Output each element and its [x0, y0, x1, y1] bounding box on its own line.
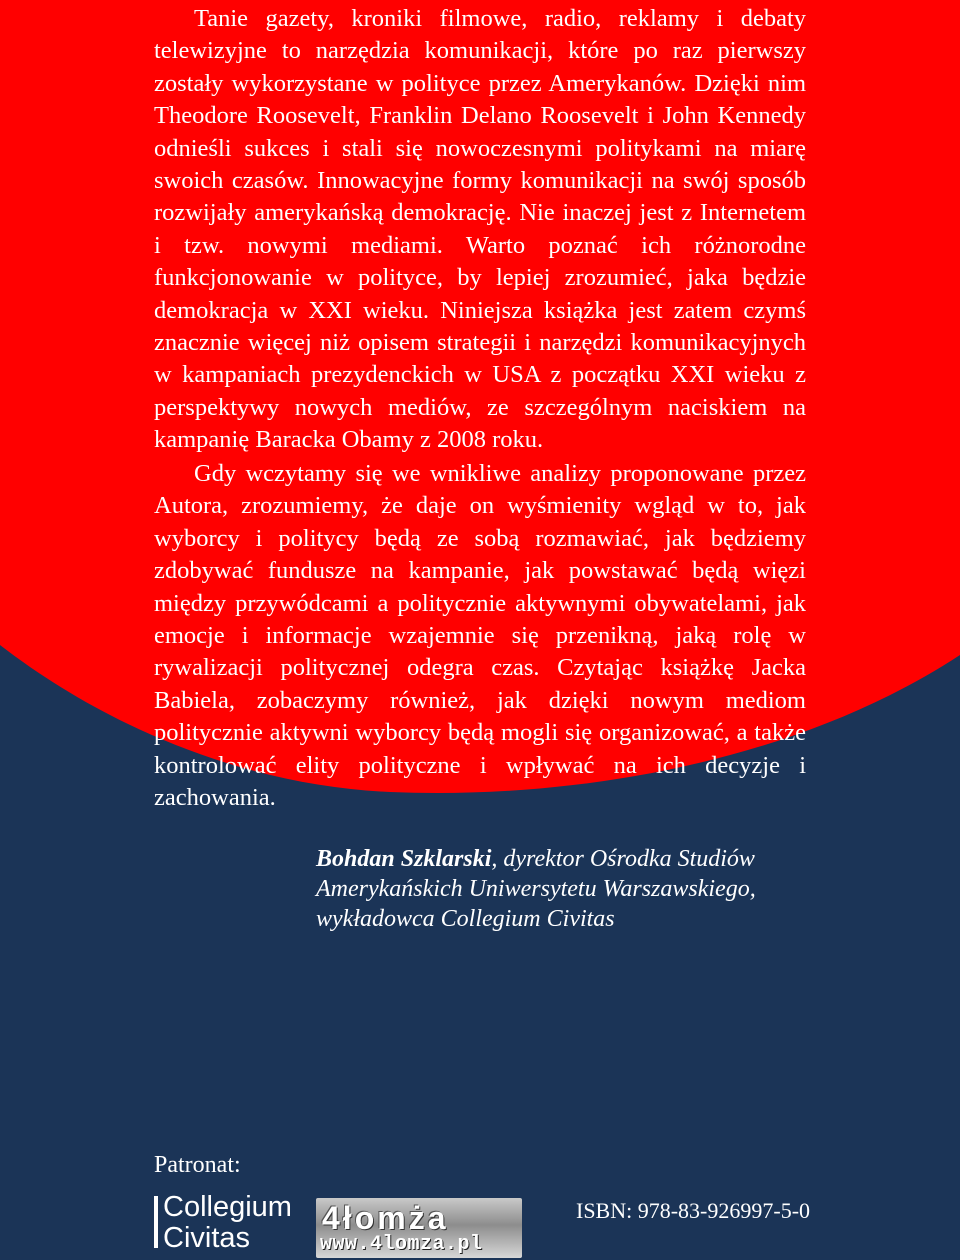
- signature-block: [316, 844, 816, 934]
- collegium-civitas-line-2: Civitas: [163, 1222, 251, 1254]
- collegium-civitas-logo-bar: [154, 1196, 158, 1248]
- signature-author-name: Bohdan Szklarski: [316, 846, 492, 872]
- signature-role-part-1: , dyrektor Ośrodka Studiów: [491, 846, 755, 872]
- signature-line-2: Amerykańskich Uniwersytetu Warszawskiego,: [316, 876, 756, 902]
- body-paragraph-1: Tanie gazety, kroniki filmowe, radio, reklamy i debaty telewizyjne to narzędzia komunikacji, które po raz pierwszy zostały wykorzystane w polityce przez Amerykanów. Dzięki nim Theodore Roosevelt, Franklin Delano Roosevelt i John Kennedy odnieśli sukces i stali się nowoczesnymi politykami na miarę swoich czasów. Innowacyjne formy komunikacji na swój sposób rozwijały amerykańską demokrację. Nie inaczej jest z Internetem i tzw. nowymi mediami. Warto poznać ich różnorodne funkcjonowanie w polityce, by lepiej zrozumieć, jaka będzie demokracja w XXI wieku. Niniejsza książka jest zatem czymś znacznie więcej niż opisem strategii i narzędzi komunikacyjnych w kampaniach prezydenckich w USA z początku XXI wieku z perspektywy nowych mediów, ze szczególnym naciskiem na kampanię Baracka Obamy z 2008 roku.: [154, 5, 806, 454]
- 4lomza-logo-wordmark: 4łomża: [322, 1200, 449, 1236]
- collegium-civitas-logo: [154, 1192, 304, 1254]
- patronat-label: Patronat:: [154, 1152, 241, 1178]
- signature-line-1: [316, 844, 816, 874]
- isbn-number: ISBN: 978-83-926997-5-0: [576, 1198, 811, 1223]
- collegium-civitas-line-1: Collegium: [163, 1191, 292, 1223]
- 4lomza-logo-url: www.4lomza.pl: [320, 1233, 483, 1256]
- 4lomza-logo: [316, 1198, 522, 1258]
- collegium-civitas-logo-text: [163, 1192, 292, 1254]
- body-paragraph-2: Gdy wczytamy się we wnikliwe analizy proponowane przez Autora, zrozumiemy, że daje on wyśmienity wgląd w to, jak wyborcy i politycy będą ze sobą rozmawiać, jak będziemy zdobywać fundusze na kampanie, jak powstawać będą więzi między przywódcami a politycznie aktywnymi obywatelami, jak emocje i informacje wzajemnie się przenikną, jaką rolę w rywalizacji politycznej odegra czas. Czytając książkę Jacka Babiela, zobaczymy również, jak dzięki nowym mediom politycznie aktywni wyborcy będą mogli się organizować, a także kontrolować elity polityczne i wpływać na ich decyzje i zachowania.: [154, 460, 806, 812]
- signature-line-3: wykładowca Collegium Civitas: [316, 906, 615, 932]
